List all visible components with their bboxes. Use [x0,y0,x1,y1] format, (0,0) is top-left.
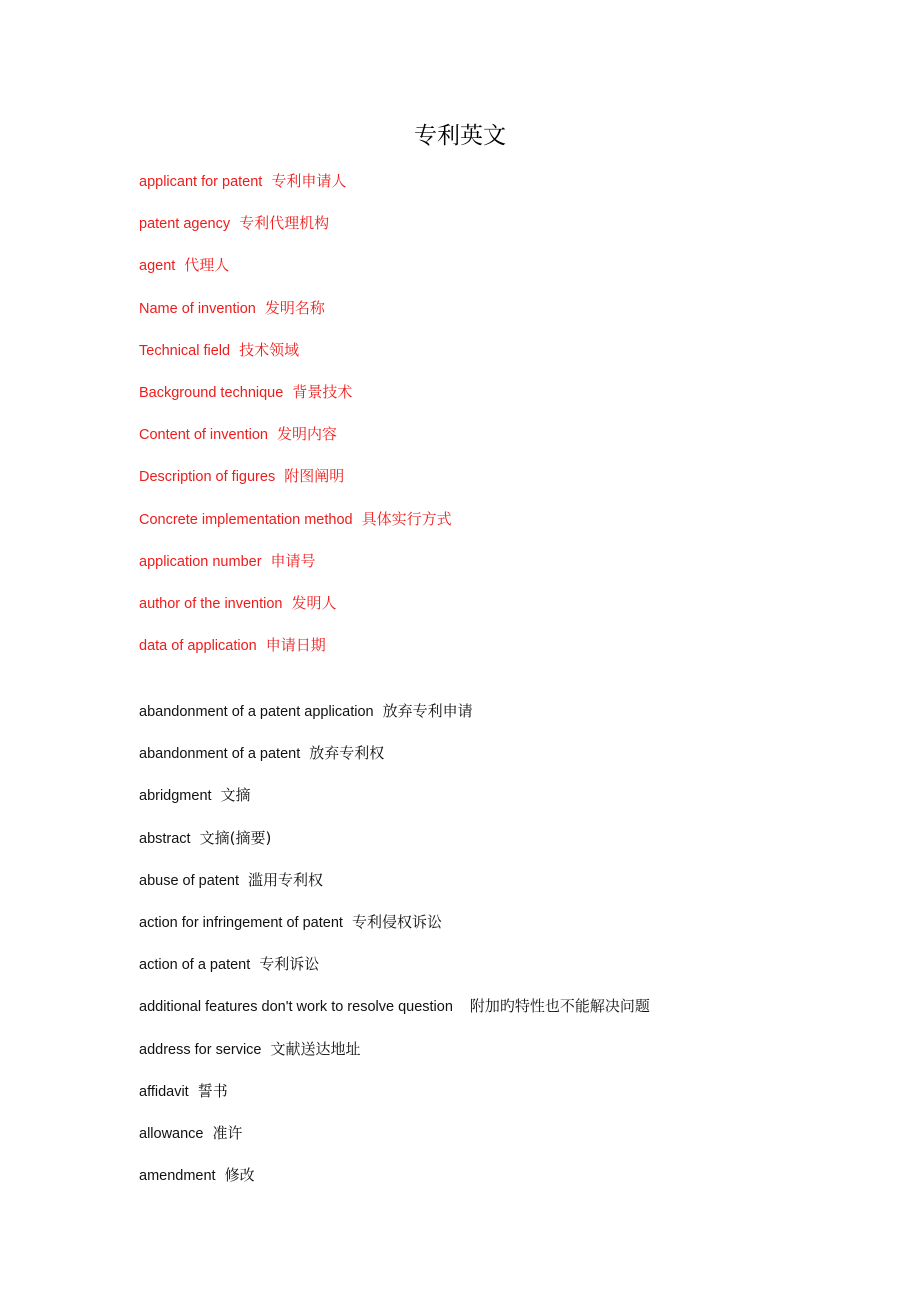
term-english: action for infringement of patent [139,914,343,931]
term-entry [139,1121,650,1163]
term-entry [139,826,650,868]
term-entry [139,338,452,380]
term-english: Technical field [139,342,231,359]
term-chinese: 专利诉讼 [259,955,320,974]
term-entry [139,783,650,825]
term-chinese: 文摘 [220,786,251,805]
term-chinese: 技术领域 [239,340,300,359]
term-english: abandonment of a patent [139,746,301,763]
term-english: action of a patent [139,957,251,974]
term-chinese: 准许 [212,1123,243,1142]
term-chinese: 誓书 [197,1081,228,1100]
term-chinese: 文摘(摘要) [199,828,272,847]
highlighted-term-list [139,169,452,675]
term-chinese: 放弃专利权 [309,744,385,763]
term-entry [139,211,452,253]
term-english: additional features don't work to resolve question [139,999,453,1016]
term-english: amendment [139,1168,216,1185]
term-english: application number [139,553,262,570]
term-entry [139,507,452,549]
term-entry [139,253,452,295]
term-english: abridgment [139,788,212,805]
term-chinese: 附图阐明 [284,467,345,486]
term-english: patent agency [139,216,231,233]
term-entry [139,1037,650,1079]
term-chinese: 专利申请人 [271,172,347,190]
term-entry [139,994,650,1036]
term-chinese: 专利代理机构 [239,214,330,233]
term-english: agent [139,258,176,275]
term-english: abstract [139,830,191,847]
term-entry [139,422,452,464]
term-english: Background technique [139,384,284,401]
term-chinese: 背景技术 [292,382,353,401]
term-entry [139,952,650,994]
term-english: Concrete implementation method [139,511,353,528]
term-english: Description of figures [139,469,276,486]
term-entry [139,1079,650,1121]
term-entry [139,464,452,506]
term-entry [139,633,452,675]
term-english: allowance [139,1125,204,1142]
term-chinese: 修改 [224,1166,255,1185]
term-english: Content of invention [139,427,268,444]
term-chinese: 具体实行方式 [361,509,452,528]
term-english: author of the invention [139,595,283,612]
term-entry [139,380,452,422]
term-entry [139,910,650,952]
term-entry [139,868,650,910]
term-english: affidavit [139,1083,189,1100]
term-english: Name of invention [139,300,256,317]
term-entry [139,591,452,633]
term-entry [139,169,452,211]
term-entry [139,549,452,591]
term-english: applicant for patent [139,174,263,190]
term-entry [139,699,650,741]
term-chinese: 专利侵权诉讼 [351,912,442,931]
term-chinese: 附加旳特性也不能解决问题 [469,997,650,1016]
term-english: data of application [139,638,257,655]
page-title: 专利英文 [414,123,506,149]
term-chinese: 发明内容 [276,425,337,444]
term-english: abuse of patent [139,872,239,889]
term-chinese: 发明人 [291,593,337,612]
term-english: abandonment of a patent application [139,704,374,720]
term-chinese: 发明名称 [264,298,325,317]
term-english: address for service [139,1041,262,1058]
term-chinese: 放弃专利申请 [382,702,473,720]
glossary-term-list [139,699,650,1205]
term-chinese: 滥用专利权 [247,870,323,889]
term-chinese: 文献送达地址 [270,1039,361,1058]
term-entry [139,296,452,338]
term-chinese: 申请日期 [265,636,326,655]
term-entry [139,1163,650,1205]
term-entry [139,741,650,783]
term-chinese: 申请号 [270,551,316,570]
term-chinese: 代理人 [184,256,230,275]
